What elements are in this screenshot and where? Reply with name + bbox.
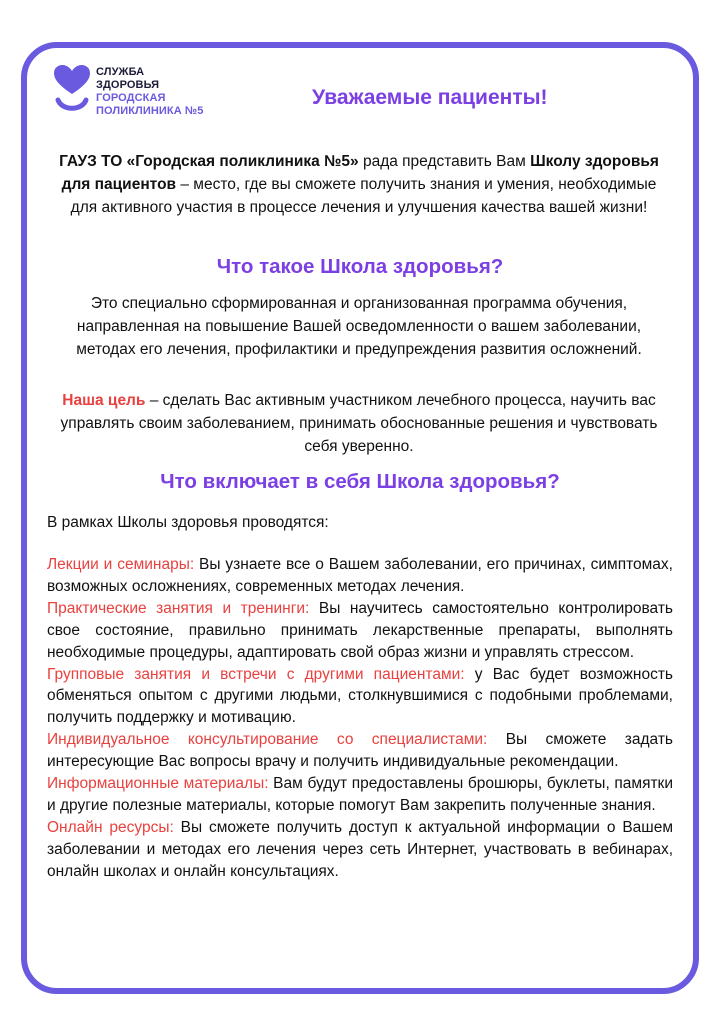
list-item	[47, 598, 673, 664]
list-item-label: Индивидуальное консультирование со специалистами:	[47, 731, 488, 749]
list-item-label: Информационные материалы:	[47, 775, 269, 793]
section-title-includes: Что включает в себя Школа здоровья?	[160, 470, 560, 493]
school-name: Школу здоровья для пациентов	[61, 153, 659, 193]
list-item-text: Вы научитесь самостоятельно контролировать свое состояние, правильно принимать лекарственные препараты, выполнять необходимые процедуры, адаптировать свой образ жизни и управлять стрессом.	[47, 599, 673, 661]
section1-paragraph: Это специально сформированная и организованная программа обучения, направленная на повышение Вашей осведомленности о вашем заболевании, методах его лечения, профилактики и предупреждения развития осложнений.	[76, 295, 642, 358]
list-item-label: Онлайн ресурсы:	[47, 818, 174, 836]
goal-label: Наша цель	[62, 392, 146, 409]
list-item	[47, 664, 673, 730]
goal-text: – сделать Вас активным участником лечебного процесса, научить вас управлять своим заболеванием, принимать обоснованные решения и чувствовать себя уверенно.	[60, 392, 658, 455]
intro-text-2: – место, где вы сможете получить знания и умения, необходимые для активного участия в процессе лечения и улучшения качества вашей жизни!	[70, 176, 657, 216]
list-item-text: Вы узнаете все о Вашем заболевании, его причинах, симптомах, возможных осложнениях, современных методах лечения.	[47, 556, 673, 595]
list-item	[47, 817, 673, 883]
list-item-label: Практические занятия и тренинги:	[47, 599, 310, 617]
logo-line-2: ЗДОРОВЬЯ	[96, 79, 160, 91]
list-item	[47, 729, 673, 773]
list-item-text: у Вас будет возможность обменяться опытом с другими людьми, столкнувшимися с подобными проблемами, получить поддержку и мотивацию.	[47, 665, 673, 727]
logo-text	[96, 66, 204, 118]
activities-list	[47, 554, 673, 883]
logo-line-4: ПОЛИКЛИНИКА №5	[96, 105, 204, 117]
list-item-text: Вы сможете задать интересующие Вас вопросы врачу и получить индивидуальные рекомендации.	[47, 731, 673, 771]
org-name: ГАУЗ ТО «Городская поликлиника №5»	[59, 153, 359, 170]
logo-line-3: ГОРОДСКАЯ	[96, 92, 166, 104]
list-item-label: Лекции и семинары:	[47, 556, 195, 573]
list-item-text: Вы сможете получить доступ к актуальной информации о Вашем заболевании и методах его лечения через сеть Интернет, участвовать в вебинарах, онлайн школах и онлайн консультациях.	[47, 818, 673, 880]
list-item	[47, 773, 673, 817]
heart-smile-icon	[52, 64, 92, 124]
list-item-label: Групповые занятия и встречи с другими пациентами:	[47, 665, 465, 683]
intro-text-1: рада представить Вам	[358, 153, 531, 170]
logo	[52, 64, 252, 128]
intro-paragraph	[50, 150, 668, 219]
greeting-title: Уважаемые пациенты!	[312, 86, 548, 109]
list-item	[47, 554, 673, 598]
list-item-text: Вам будут предоставлены брошюры, буклеты, памятки и другие полезные материалы, которые помогут Вам закрепить полученные знания.	[47, 775, 673, 814]
section-title-what-is: Что такое Школа здоровья?	[216, 255, 504, 278]
goal-paragraph	[52, 389, 666, 458]
logo-line-1: СЛУЖБА	[96, 66, 145, 78]
list-lead: В рамках Школы здоровья проводятся:	[47, 514, 329, 531]
